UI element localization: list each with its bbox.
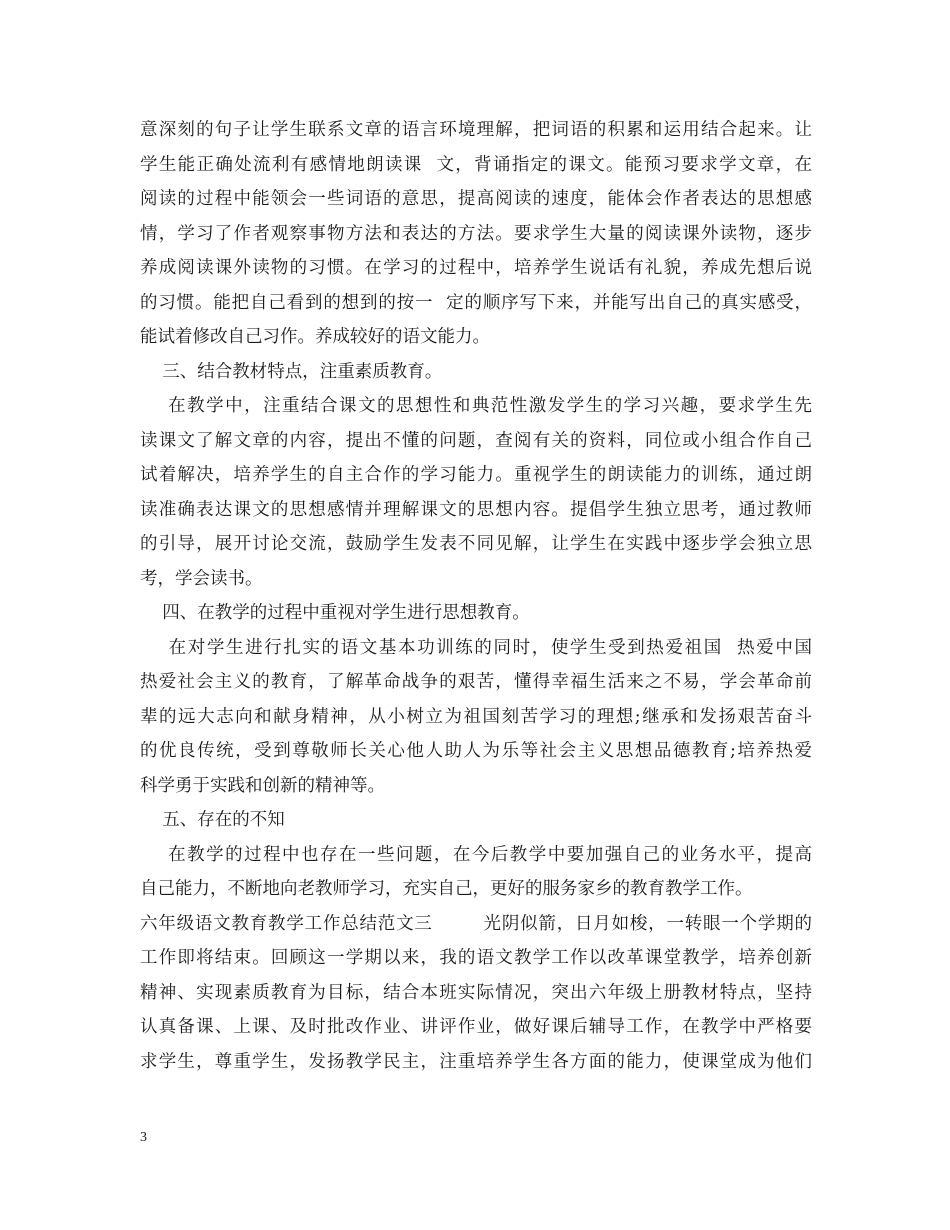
text-line: 养成阅读课外读物的习惯。在学习的过程中，培养学生说话有礼貌，养成先想后说 xyxy=(140,258,812,278)
text-line: 自己能力，不断地向老教师学习，充实自己，更好的服务家乡的教育教学工作。 xyxy=(140,879,753,899)
text-line: 意深刻的句子让学生联系文章的语言环境理解，把词语的积累和运用结合起来。让 xyxy=(140,120,812,140)
text-line: 的引导，展开讨论交流，鼓励学生发表不同见解，让学生在实践中逐步学会独立思 xyxy=(140,534,812,554)
article-title-line: 六年级语文教育教学工作总结范文三 光阴似箭，日月如梭，一转眼一个学期的 xyxy=(140,913,812,934)
page-number: 3 xyxy=(140,1130,147,1145)
text-line: 认真备课、上课、及时批改作业、讲评作业，做好课后辅导工作，在教学中严格要 xyxy=(140,1017,812,1037)
body-text xyxy=(140,113,812,1079)
section-heading: 三、结合教材特点，注重素质教育。 xyxy=(140,361,443,382)
text-line: 读课文了解文章的内容，提出不懂的问题，查阅有关的资料，同位或小组合作自己 xyxy=(140,430,812,451)
text-line: 的习惯。能把自己看到的想到的按一 定的顺序写下来，并能写出自己的真实感受， xyxy=(140,292,812,313)
text-line: 精神、实现素质教育为目标，结合本班实际情况，突出六年级上册教材特点，坚持 xyxy=(140,982,812,1003)
text-line: 能试着修改自己习作。养成较好的语文能力。 xyxy=(140,327,490,347)
text-line: 工作即将结束。回顾这一学期以来，我的语文教学工作以改革课堂教学，培养创新 xyxy=(140,948,812,968)
text-line: 情，学习了作者观察事物方法和表达的方法。要求学生大量的阅读课外读物，逐步 xyxy=(140,223,812,244)
text-line: 阅读的过程中能领会一些词语的意思，提高阅读的速度，能体会作者表达的思想感 xyxy=(140,189,812,209)
text-line: 求学生，尊重学生，发扬教学民主，注重培养学生各方面的能力，使课堂成为他们 xyxy=(140,1051,812,1072)
text-line: 在教学中，注重结合课文的思想性和典范性激发学生的学习兴趣，要求学生先 xyxy=(140,396,812,416)
text-line: 辈的远大志向和献身精神，从小树立为祖国刻苦学习的理想;继承和发扬艰苦奋斗 xyxy=(140,706,812,727)
text-line: 读准确表达课文的思想感情并理解课文的思想内容。提倡学生独立思考，通过教师 xyxy=(140,499,812,520)
text-line: 考，学会读书。 xyxy=(140,568,263,589)
text-line: 热爱社会主义的教育，了解革命战争的艰苦，懂得幸福生活来之不易，学会革命前 xyxy=(140,672,812,692)
text-line: 科学勇于实践和创新的精神等。 xyxy=(140,775,385,796)
text-line: 在教学的过程中也存在一些问题，在今后教学中要加强自己的业务水平，提高 xyxy=(140,844,812,865)
text-line: 试着解决，培养学生的自主合作的学习能力。重视学生的朗读能力的训练，通过朗 xyxy=(140,465,812,485)
text-line: 在对学生进行扎实的语文基本功训练的同时，使学生受到热爱祖国 热爱中国 xyxy=(140,637,812,658)
section-heading: 五、存在的不知 xyxy=(140,810,285,830)
text-line: 学生能正确处流利有感情地朗读课 文，背诵指定的课文。能预习要求学文章，在 xyxy=(140,154,812,175)
text-line: 的优良传统，受到尊敬师长关心他人助人为乐等社会主义思想品德教育;培养热爱 xyxy=(140,741,812,761)
section-heading: 四、在教学的过程中重视对学生进行思想教育。 xyxy=(140,603,530,623)
